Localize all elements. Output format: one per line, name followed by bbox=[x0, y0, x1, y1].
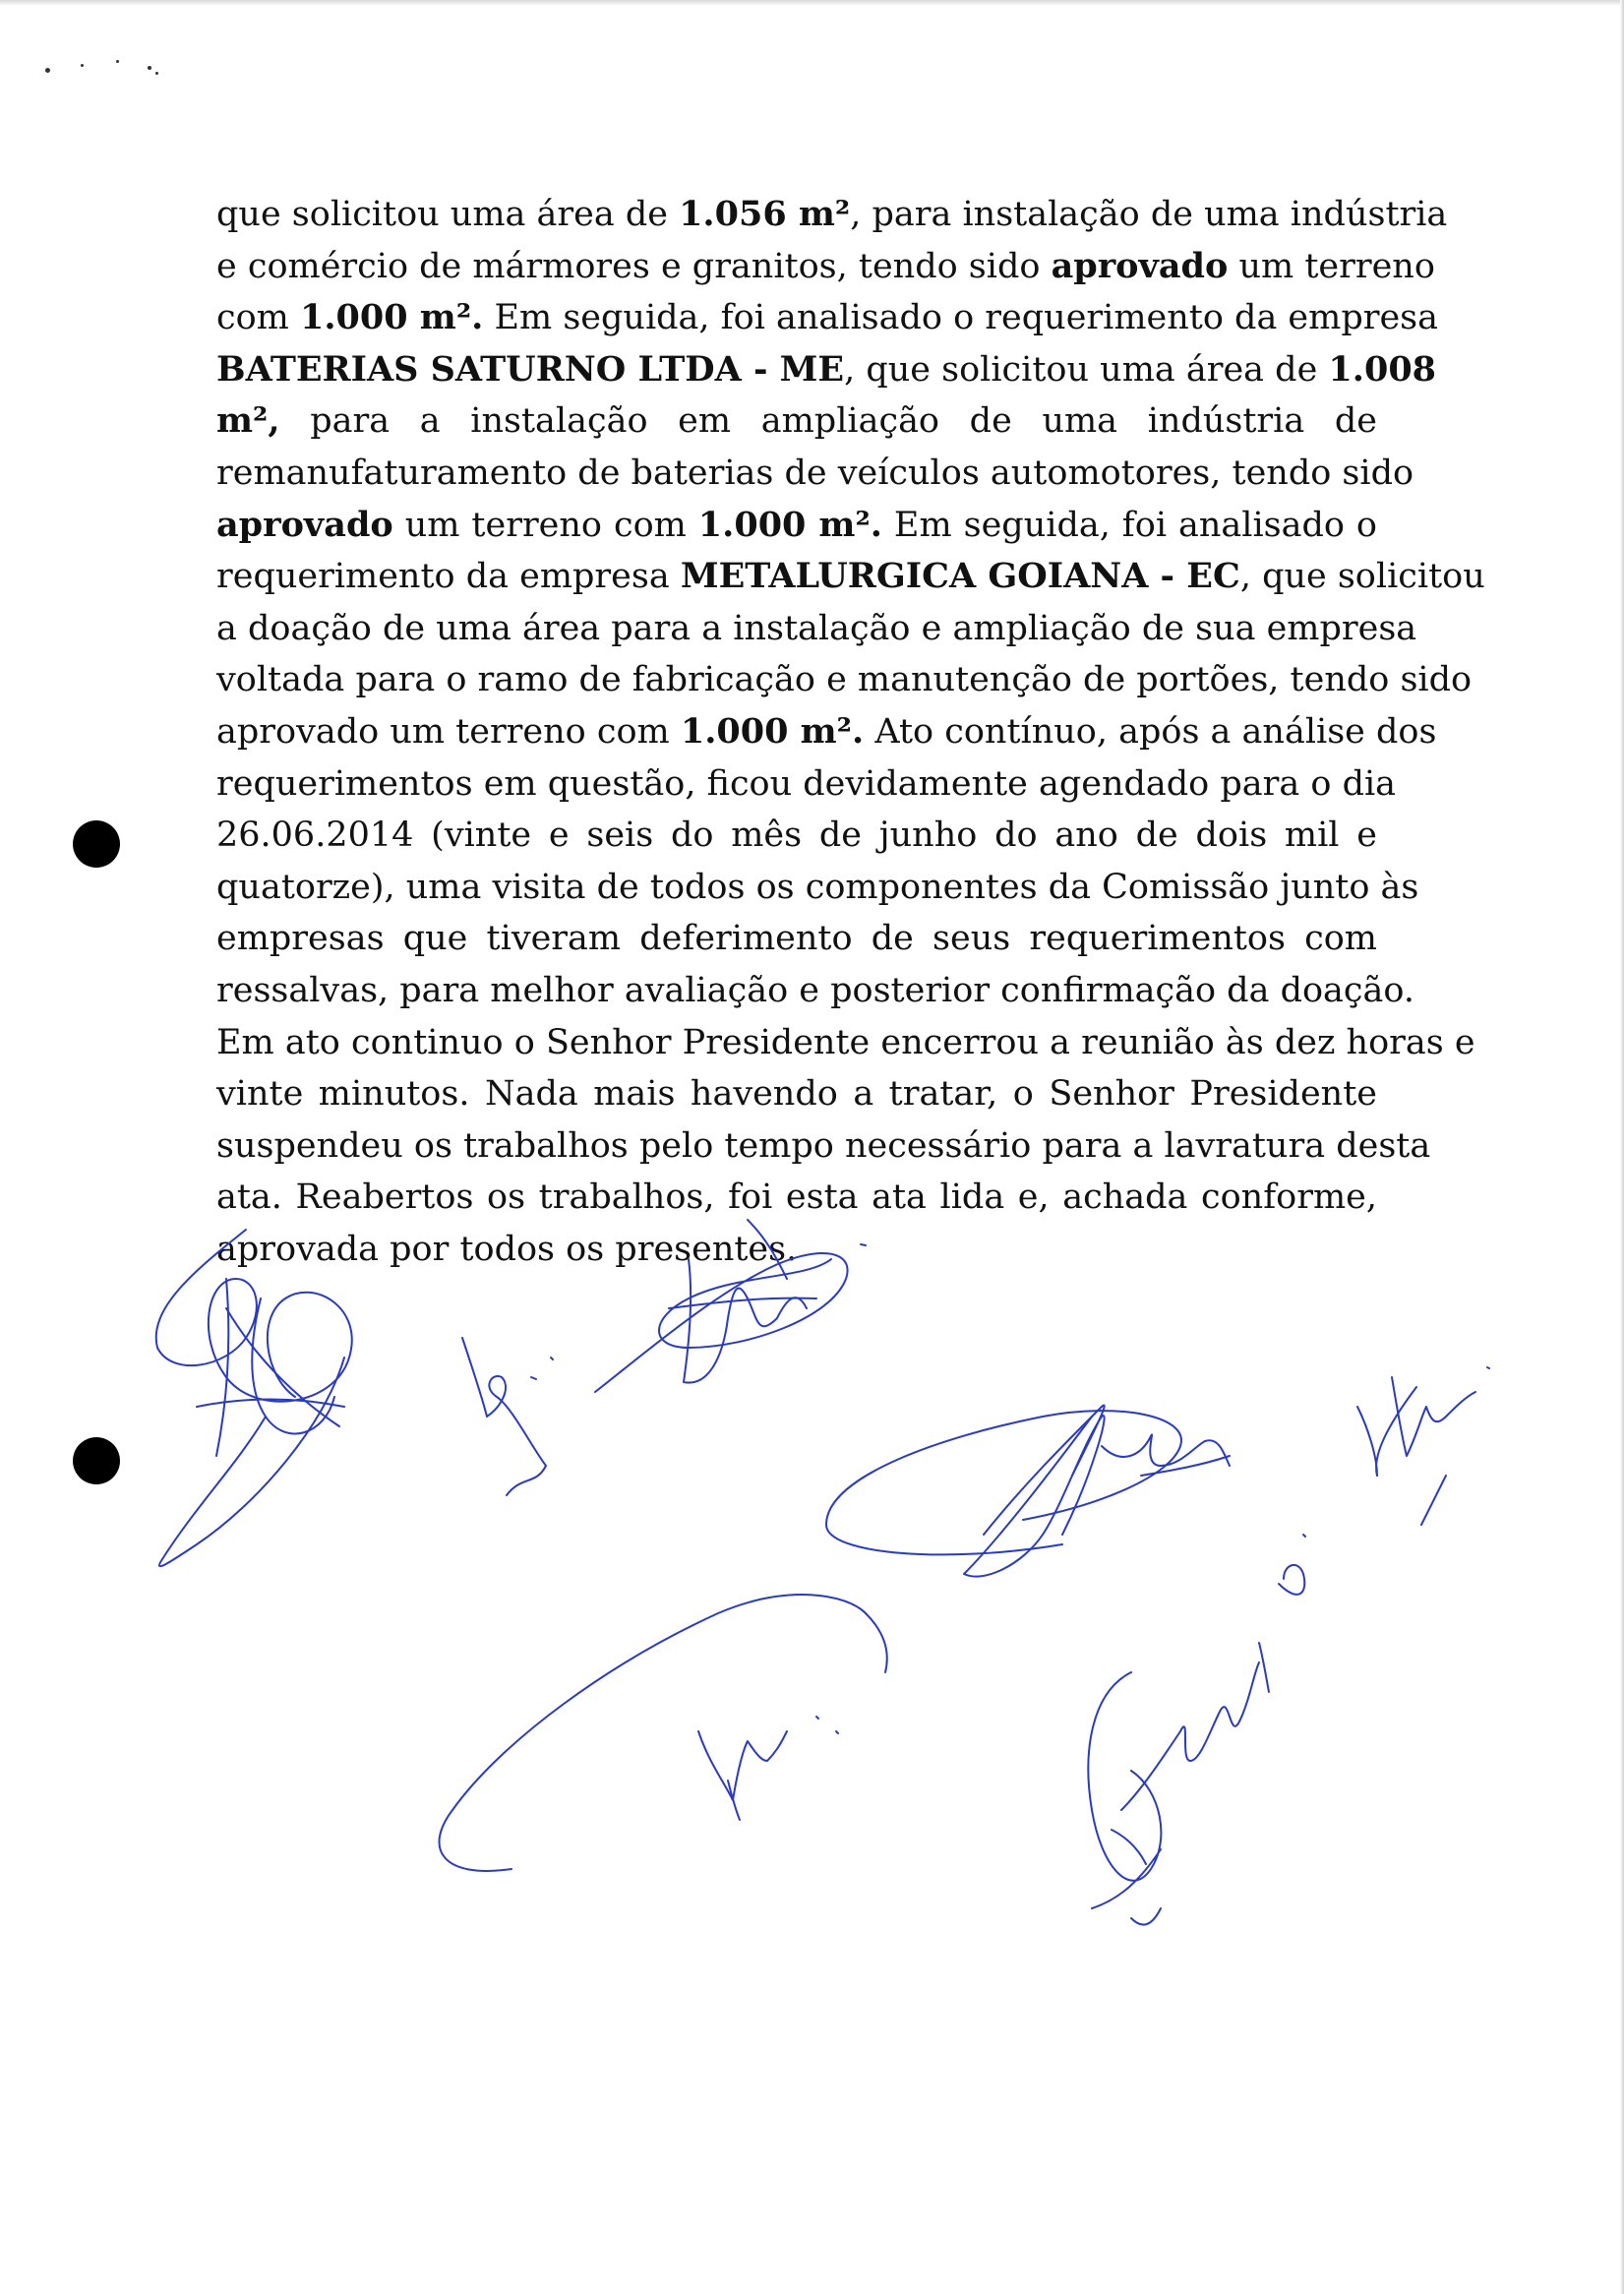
text-segment: um terreno bbox=[1228, 246, 1435, 286]
bold-text: 1.000 m². bbox=[697, 504, 882, 545]
bold-text: aprovado bbox=[216, 504, 393, 545]
scan-specks bbox=[39, 54, 177, 84]
text-segment: e comércio de mármores e granitos, tendo sido bbox=[216, 246, 1052, 286]
text-line bbox=[216, 395, 1377, 448]
text-line bbox=[216, 1068, 1377, 1120]
bold-text: m², bbox=[216, 400, 280, 442]
text-line bbox=[216, 189, 1448, 241]
text-line bbox=[216, 1120, 1431, 1173]
signature-6 bbox=[1088, 1535, 1305, 1925]
text-segment: aprovado um terreno com bbox=[216, 711, 681, 752]
text-segment: ressalvas, para melhor avaliação e posterior confirmação da doação. bbox=[216, 970, 1414, 1010]
bold-text: 1.000 m². bbox=[300, 297, 484, 338]
text-segment: vinte minutos. Nada mais havendo a tratar, o Senhor Presidente bbox=[216, 1074, 1377, 1115]
text-line bbox=[216, 448, 1414, 500]
text-segment: aprovada por todos os presentes. bbox=[216, 1229, 798, 1269]
text-line bbox=[216, 500, 1377, 552]
text-line bbox=[216, 292, 1439, 344]
signature-5 bbox=[440, 1595, 887, 1871]
text-line bbox=[216, 965, 1414, 1017]
bold-text: aprovado bbox=[1051, 245, 1229, 286]
text-segment: , para instalação de uma indústria bbox=[850, 195, 1448, 234]
bold-text: 1.000 m². bbox=[680, 710, 865, 752]
text-segment: Em seguida, foi analisado o bbox=[881, 505, 1377, 545]
text-segment: , que solicitou uma área de bbox=[844, 349, 1329, 390]
text-line bbox=[216, 862, 1419, 914]
text-segment: 26.06.2014 (vinte e seis do mês de junho do ano de dois mil e bbox=[216, 815, 1377, 856]
text-segment: um terreno com bbox=[392, 505, 698, 545]
text-segment: , que solicitou bbox=[1239, 557, 1485, 597]
body-text bbox=[216, 189, 1485, 1275]
text-line bbox=[216, 913, 1377, 965]
text-segment: com bbox=[216, 298, 300, 338]
text-line bbox=[216, 810, 1377, 862]
text-segment: para a instalação em ampliação de uma indústria de bbox=[279, 401, 1377, 442]
text-line bbox=[216, 758, 1397, 811]
punch-hole-top bbox=[73, 820, 120, 868]
scan-edge-top bbox=[0, 0, 1624, 6]
text-segment: quatorze), uma visita de todos os componentes da Comissão junto às bbox=[216, 867, 1419, 907]
text-line bbox=[216, 551, 1485, 603]
text-line bbox=[216, 1172, 1377, 1224]
text-segment: suspendeu os trabalhos pelo tempo necessário para a lavratura desta bbox=[216, 1125, 1431, 1166]
signature-2 bbox=[462, 1338, 553, 1495]
text-line bbox=[216, 344, 1437, 396]
bold-text: BATERIAS SATURNO LTDA - ME bbox=[216, 348, 845, 390]
text-segment: voltada para o ramo de fabricação e manutenção de portões, tendo sido bbox=[216, 660, 1473, 700]
text-line bbox=[216, 706, 1437, 758]
punch-hole-bottom bbox=[73, 1437, 120, 1484]
bold-text: 1.056 m² bbox=[679, 194, 851, 234]
text-line bbox=[216, 603, 1417, 655]
text-segment: que solicitou uma área de bbox=[216, 195, 680, 234]
text-segment: a doação de uma área para a instalação e ampliação de sua empresa bbox=[216, 608, 1417, 648]
text-segment: requerimento da empresa bbox=[216, 557, 681, 597]
bold-text: METALURGICA GOIANA - EC bbox=[680, 556, 1240, 597]
text-segment: ata. Reabertos os trabalhos, foi esta ata lida e, achada conforme, bbox=[216, 1177, 1377, 1218]
text-line bbox=[216, 241, 1435, 293]
scan-edge-right bbox=[1620, 0, 1624, 2294]
text-line bbox=[216, 1017, 1475, 1069]
signature-4 bbox=[826, 1367, 1489, 1577]
text-line bbox=[216, 654, 1473, 706]
text-segment: remanufaturamento de baterias de veículos automotores, tendo sido bbox=[216, 453, 1414, 493]
signature-1 bbox=[156, 1230, 352, 1566]
bold-text: 1.008 bbox=[1328, 348, 1437, 390]
text-segment: Em seguida, foi analisado o requerimento da empresa bbox=[483, 298, 1439, 338]
text-segment: Em ato continuo o Senhor Presidente encerrou a reunião às dez horas e bbox=[216, 1022, 1475, 1062]
text-line bbox=[216, 1224, 1377, 1276]
text-segment: empresas que tiveram deferimento de seus requerimentos com bbox=[216, 919, 1377, 959]
text-segment: requerimentos em questão, ficou devidamente agendado para o dia bbox=[216, 763, 1397, 804]
text-segment: Ato contínuo, após a análise dos bbox=[864, 711, 1437, 752]
